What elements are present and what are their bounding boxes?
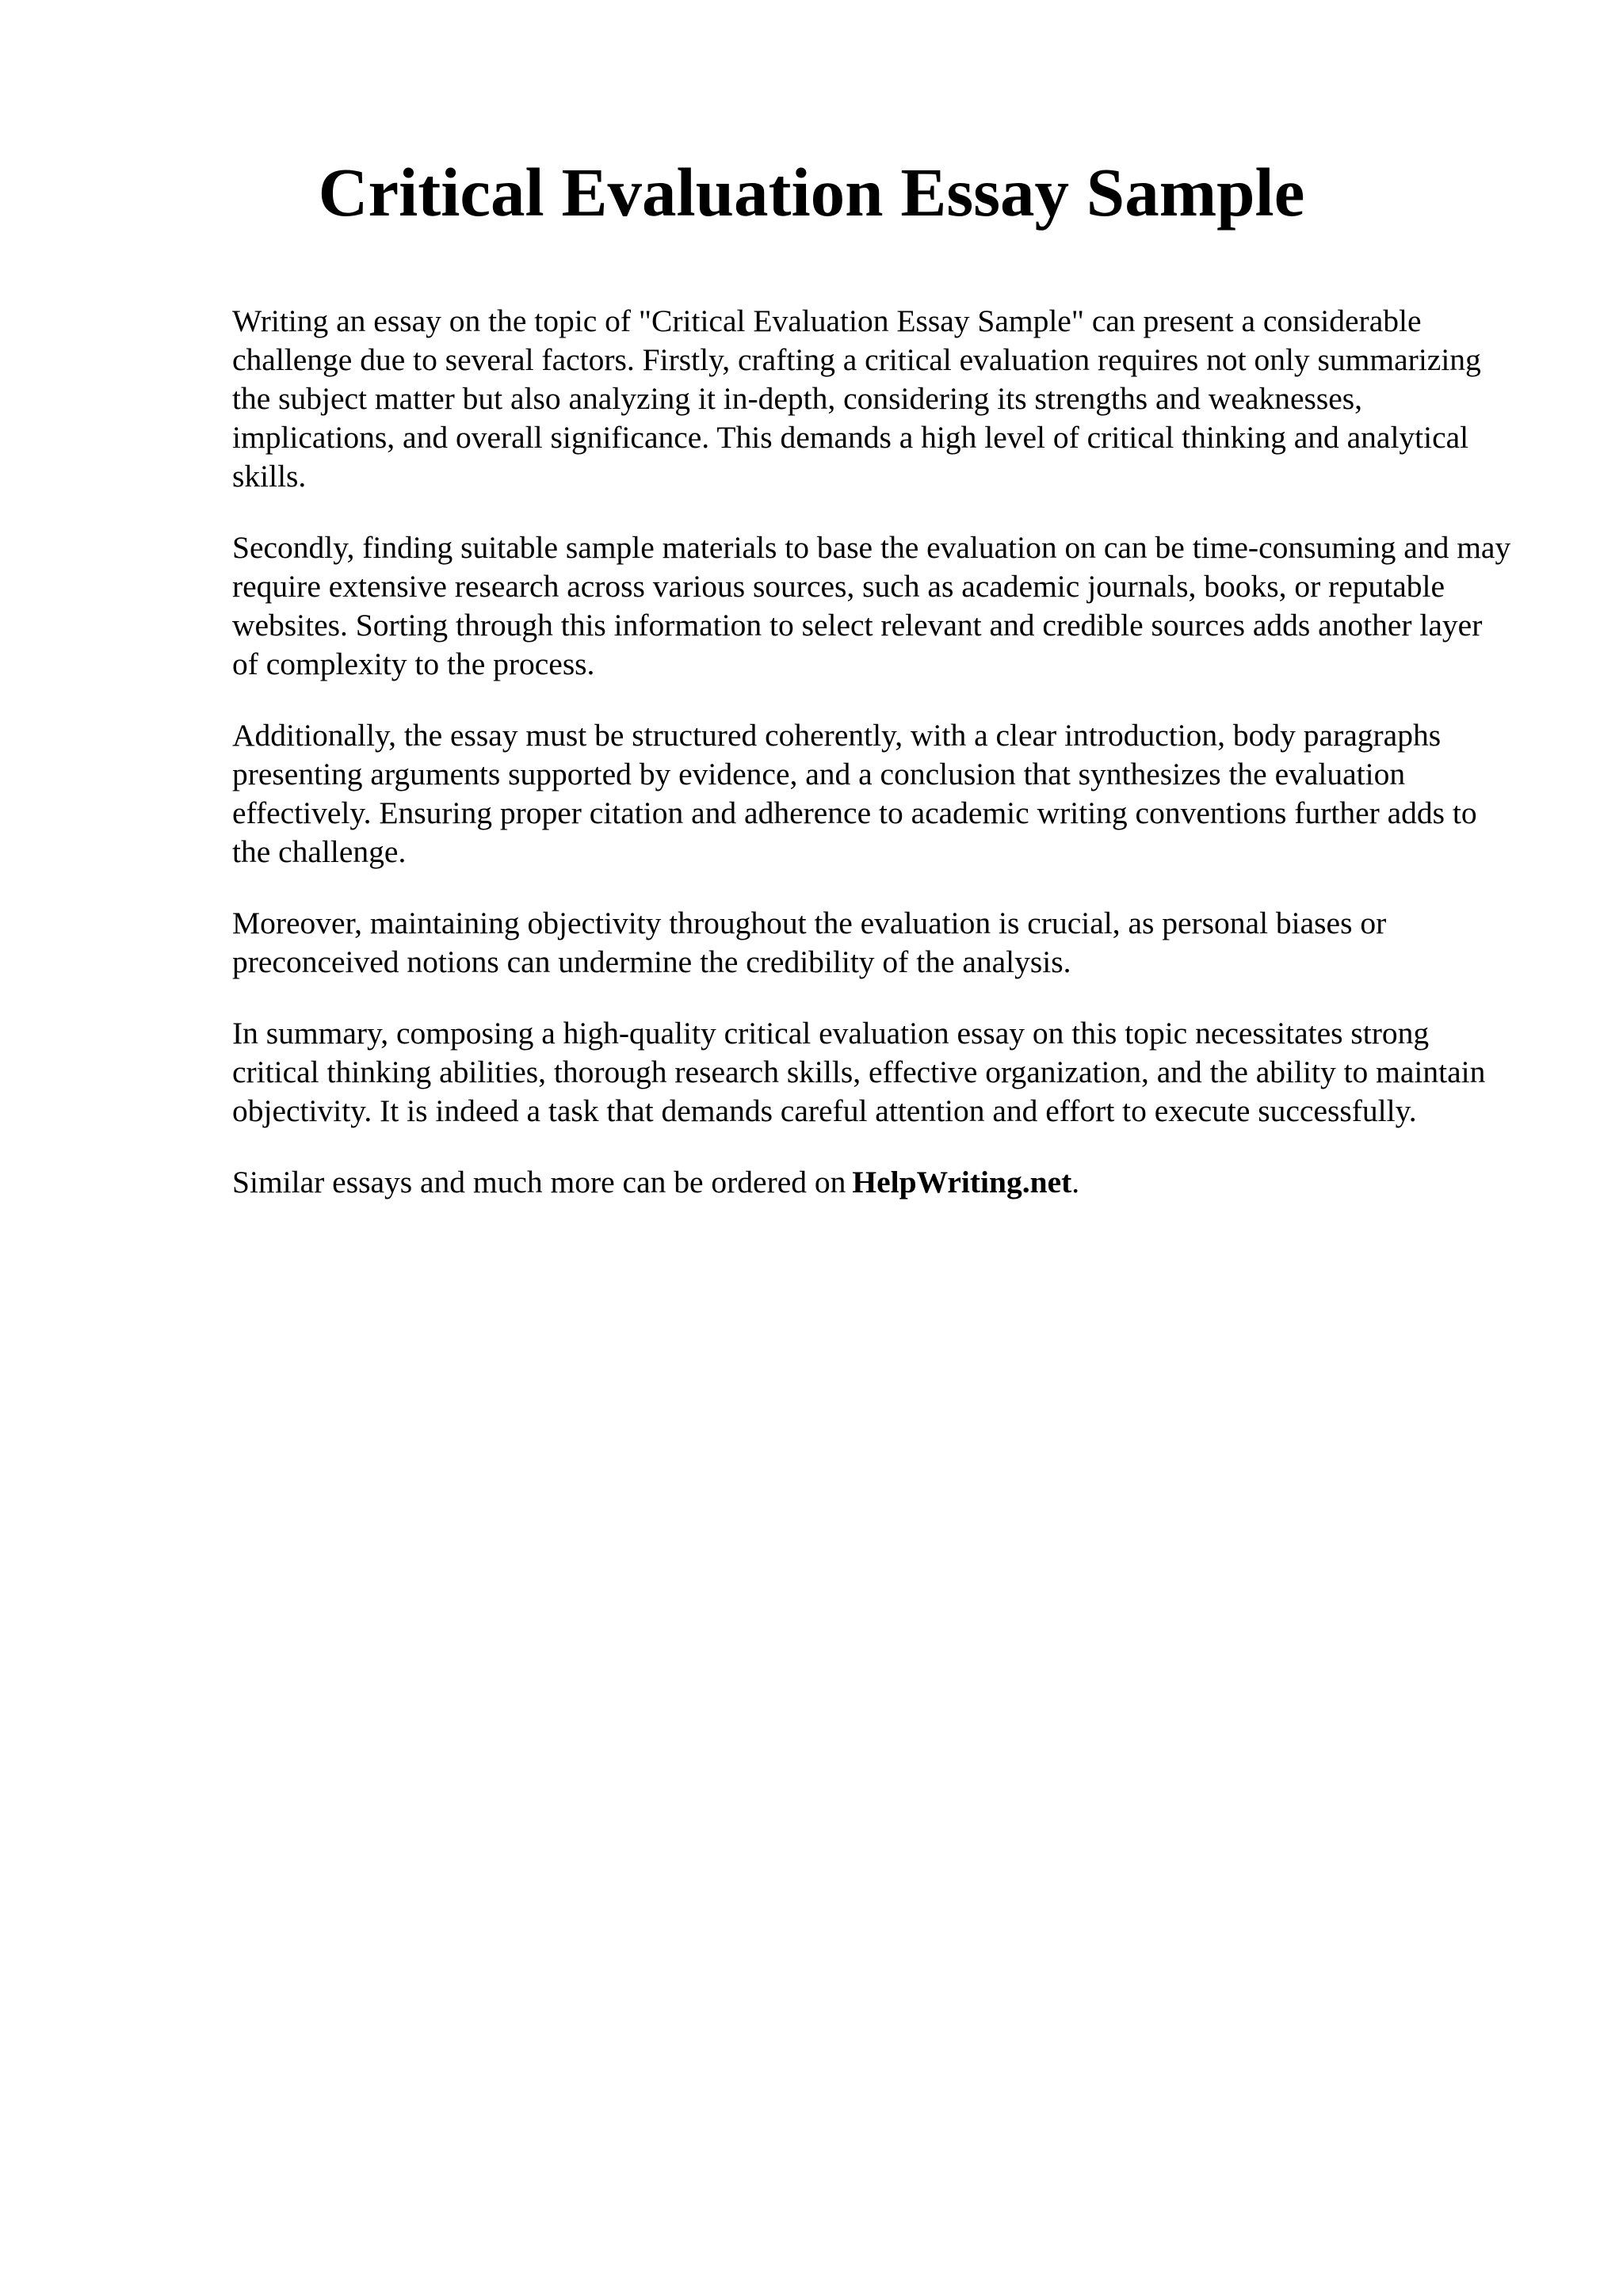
document-body bbox=[232, 302, 1516, 1234]
closing-period: . bbox=[1071, 1165, 1080, 1199]
closing-text: Similar essays and much more can be ordered on bbox=[232, 1165, 846, 1199]
paragraph-objectivity: Moreover, maintaining objectivity throughout the evaluation is crucial, as personal biases or preconceived notions can undermine the credibility of the analysis. bbox=[232, 906, 1387, 979]
closing-line bbox=[232, 1163, 1516, 1202]
document-title: Critical Evaluation Essay Sample bbox=[318, 154, 1305, 231]
paragraph-structure: Additionally, the essay must be structured coherently, with a clear introduction, body paragraphs presenting arguments supported by evidence, and a conclusion that synthesizes the evaluation effectively. Ensuring proper citation and adherence to academic writing conventions further adds to the challenge. bbox=[232, 718, 1477, 869]
paragraph-research: Secondly, finding suitable sample materials to base the evaluation on can be time-consuming and may require extensive research across various sources, such as academic journals, books, or reputable websites. Sorting through this information to select relevant and credible sources adds another layer of complexity to the process. bbox=[232, 530, 1511, 681]
brand-link[interactable]: HelpWriting.net bbox=[852, 1165, 1072, 1199]
paragraph-intro: Writing an essay on the topic of "Critical Evaluation Essay Sample" can present a considerable challenge due to several factors. Firstly, crafting a critical evaluation requires not only summarizing the subject matter but also analyzing it in-depth, considering its strengths and weaknesses, implications, and overall significance. This demands a high level of critical thinking and analytical skills. bbox=[232, 303, 1481, 494]
paragraph-summary: In summary, composing a high-quality critical evaluation essay on this topic necessitates strong critical thinking abilities, thorough research skills, effective organization, and the ability to maintain objectivity. It is indeed a task that demands careful attention and effort to execute successfully. bbox=[232, 1016, 1486, 1128]
